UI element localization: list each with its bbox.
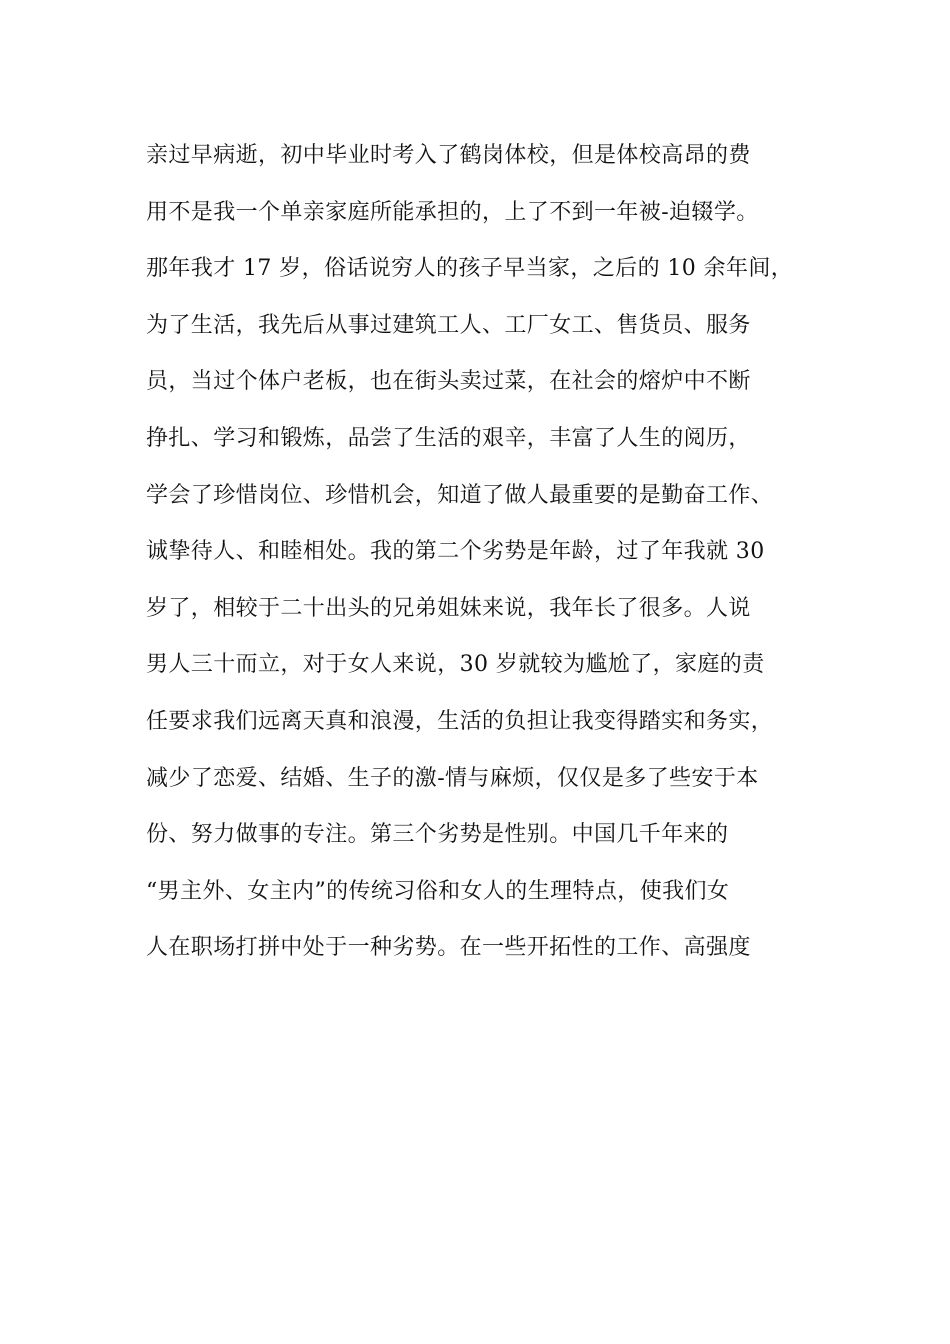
text-line: 为了生活，我先后从事过建筑工人、工厂女工、售货员、服务 bbox=[146, 312, 751, 338]
text-line: 用不是我一个单亲家庭所能承担的，上了不到一年被-迫辍学。 bbox=[146, 199, 759, 225]
text-line: 诚挚待人、和睦相处。我的第二个劣势是年龄，过了年我就 30 bbox=[146, 539, 765, 565]
text-line: 挣扎、学习和锻炼，品尝了生活的艰辛，丰富了人生的阅历， bbox=[146, 425, 751, 451]
text-line: 员，当过个体户老板，也在街头卖过菜，在社会的熔炉中不断 bbox=[146, 369, 751, 395]
text-line: 任要求我们远离天真和浪漫，生活的负担让我变得踏实和务实， bbox=[146, 708, 774, 734]
text-line: 那年我才 17 岁，俗话说穷人的孩子早当家，之后的 10 余年间， bbox=[146, 256, 794, 282]
text-line: 人在职场打拼中处于一种劣势。在一些开拓性的工作、高强度 bbox=[146, 935, 751, 961]
text-line: 学会了珍惜岗位、珍惜机会，知道了做人最重要的是勤奋工作、 bbox=[146, 482, 774, 508]
text-line: 男人三十而立，对于女人来说，30 岁就较为尴尬了，家庭的责 bbox=[146, 652, 765, 678]
text-line: 岁了，相较于二十出头的兄弟姐妹来说，我年长了很多。人说 bbox=[146, 595, 751, 621]
body-text bbox=[146, 128, 836, 977]
text-line: 份、努力做事的专注。第三个劣势是性别。中国几千年来的 bbox=[146, 822, 729, 848]
text-line: 亲过早病逝，初中毕业时考入了鹤岗体校，但是体校高昂的费 bbox=[146, 143, 751, 168]
text-line: “男主外、女主内”的传统习俗和女人的生理特点，使我们女 bbox=[146, 878, 730, 904]
text-line: 减少了恋爱、结婚、生子的激-情与麻烦，仅仅是多了些安于本 bbox=[146, 765, 759, 791]
